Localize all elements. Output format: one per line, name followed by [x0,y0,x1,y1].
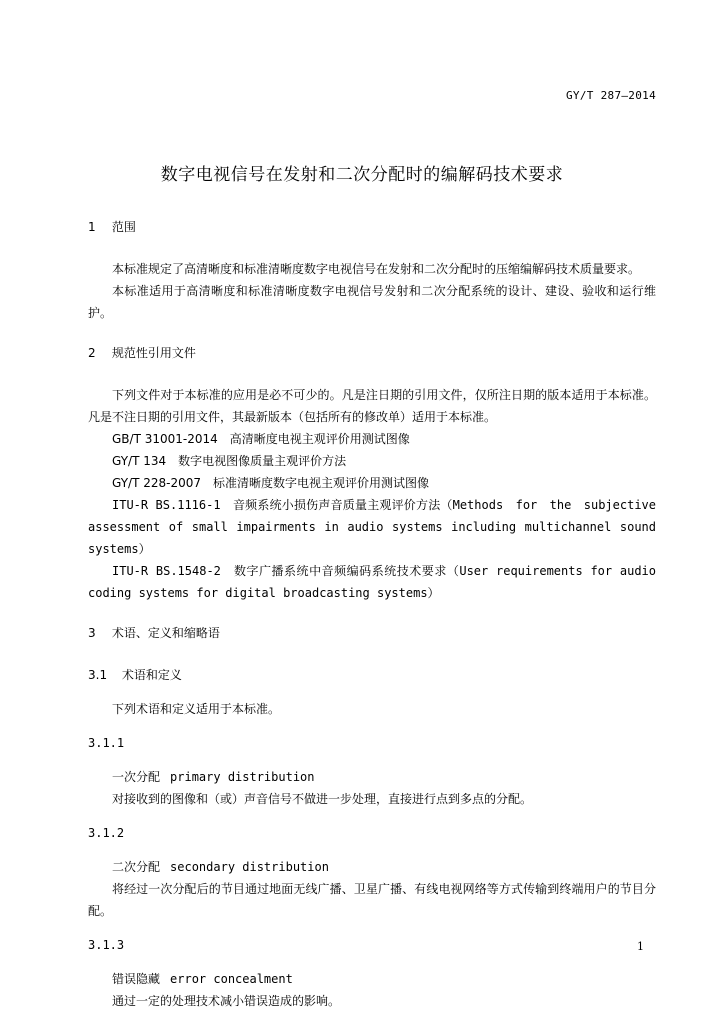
term-number: 3.1.3 [88,938,125,952]
term-en: error concealment [170,972,293,986]
term-en: secondary distribution [170,860,329,874]
term-entry [88,856,656,878]
term-cn: 错误隐藏 [112,972,161,986]
term-cn: 二次分配 [112,860,161,874]
term-definition: 通过一定的处理技术减小错误造成的影响。 [112,994,341,1008]
term-en: primary distribution [170,770,315,784]
section-number: 3 [88,626,96,640]
section-title: 术语、定义和缩略语 [111,626,220,640]
reference-item: GB/T 31001-2014 高清晰度电视主观评价用测试图像 [112,432,410,446]
section-number: 1 [88,220,96,234]
reference-item: ITU-R BS.1116-1 音频系统小损伤声音质量主观评价方法（Methods for the subjective assessment of small impairments in audio systems including multichannel sound systems） [88,498,656,556]
subsection-3-1-heading [88,664,656,686]
document-title: 数字电视信号在发射和二次分配时的编解码技术要求 [160,165,564,185]
paragraph: 下列术语和定义适用于本标准。 [112,702,281,716]
term-cn: 一次分配 [112,770,161,784]
term-number: 3.1.1 [88,736,125,750]
term-definition: 将经过一次分配后的节目通过地面无线广播、卫星广播、有线电视网络等方式传输到终端用户的节目分配。 [88,882,656,918]
paragraph: 本标准适用于高清晰度和标准清晰度数字电视信号发射和二次分配系统的设计、建设、验收和运行维护。 [88,284,656,320]
reference-item: GY/T 228-2007 标准清晰度数字电视主观评价用测试图像 [112,476,429,490]
section-1-heading [88,216,656,238]
reference-item: ITU-R BS.1548-2 数字广播系统中音频编码系统技术要求（User requirements for audio coding systems for digital broadcasting systems） [88,564,656,600]
document-body [88,216,656,1012]
section-number: 2 [88,346,96,360]
subsection-title: 术语和定义 [121,668,182,682]
reference-item: GY/T 134 数字电视图像质量主观评价方法 [112,454,347,468]
term-definition: 对接收到的图像和（或）声音信号不做进一步处理，直接进行点到多点的分配。 [112,792,533,806]
subsection-number: 3.1 [88,668,108,682]
section-title: 规范性引用文件 [111,346,196,360]
section-3-heading [88,622,656,644]
term-entry [88,766,656,788]
term-number: 3.1.2 [88,826,125,840]
term-entry [88,968,656,990]
paragraph: 下列文件对于本标准的应用是必不可少的。凡是注日期的引用文件，仅所注日期的版本适用于本标准。凡是不注日期的引用文件，其最新版本（包括所有的修改单）适用于本标准。 [88,388,656,424]
section-title: 范围 [111,220,136,234]
page-number: 1 [637,940,644,953]
paragraph: 本标准规定了高清晰度和标准清晰度数字电视信号在发射和二次分配时的压缩编解码技术质量要求。 [112,262,641,276]
section-2-heading [88,342,656,364]
standard-code: GY/T 287—2014 [566,89,656,102]
